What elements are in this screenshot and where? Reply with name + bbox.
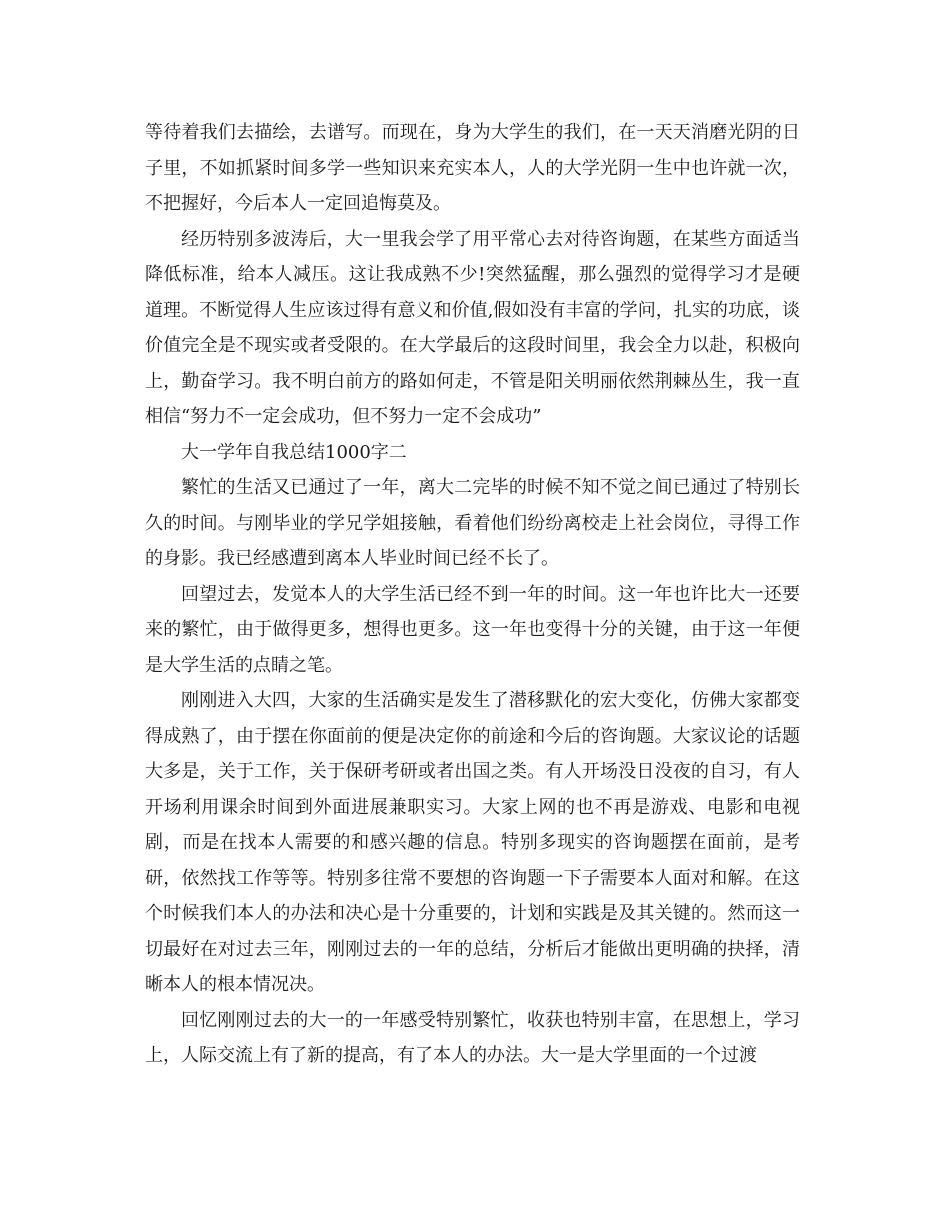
- paragraph: 回忆刚刚过去的大一的一年感受特别繁忙，收获也特别丰富，在思想上，学习上，人际交流上有了新的提高，有了本人的办法。大一是大学里面的一个过渡: [145, 1009, 800, 1066]
- paragraph-continuation: 等待着我们去描绘，去谱写。而现在，身为大学生的我们，在一天天消磨光阴的日子里，不如抓紧时间多学一些知识来充实本人，人的大学光阴一生中也许就一次，不把握好，今后本人一定回追悔莫及。: [145, 122, 800, 214]
- paragraph: 繁忙的生活又已通过了一年，离大二完毕的时候不知不觉之间已通过了特别长久的时间。与刚毕业的学兄学姐接触，看着他们纷纷离校走上社会岗位，寻得工作的身影。我已经感遭到离本人毕业时间已经不长了。: [145, 477, 800, 569]
- document-page: [145, 115, 800, 1074]
- paragraph: 刚刚进入大四，大家的生活确实是发生了潜移默化的宏大变化，仿佛大家都变得成熟了，由于摆在你面前的便是决定你的前途和今后的咨询题。大家议论的话题大多是，关于工作，关于保研考研或者出国之类。有人开场没日没夜的自习，有人开场利用课余时间到外面进展兼职实习。大家上网的也不再是游戏、电影和电视剧，而是在找本人需要的和感兴趣的信息。特别多现实的咨询题摆在面前，是考研，依然找工作等等。特别多往常不要想的咨询题一下子需要本人面对和解。在这个时候我们本人的办法和决心是十分重要的，计划和实践是及其关键的。然而这一切最好在对过去三年，刚刚过去的一年的总结，分析后才能做出更明确的抉择，清晰本人的根本情况决。: [145, 690, 800, 995]
- section-heading: 大一学年自我总结1000字二: [181, 441, 407, 463]
- paragraph: 回望过去，发觉本人的大学生活已经不到一年的时间。这一年也许比大一还要来的繁忙，由于做得更多，想得也更多。这一年也变得十分的关键，由于这一年便是大学生活的点睛之笔。: [145, 583, 800, 676]
- paragraph: 经历特别多波涛后，大一里我会学了用平常心去对待咨询题，在某些方面适当降低标准，给本人减压。这让我成熟不少!突然猛醒，那么强烈的觉得学习才是硬道理。不断觉得人生应该过得有意义和价值,假如没有丰富的学问，扎实的功底，谈价值完全是不现实或者受限的。在大学最后的这段时间里，我会全力以赴，积极向上，勤奋学习。我不明白前方的路如何走，不管是阳关明丽依然荆棘丛生，我一直相信“努力不一定会成功，但不努力一定不会成功”: [145, 228, 800, 427]
